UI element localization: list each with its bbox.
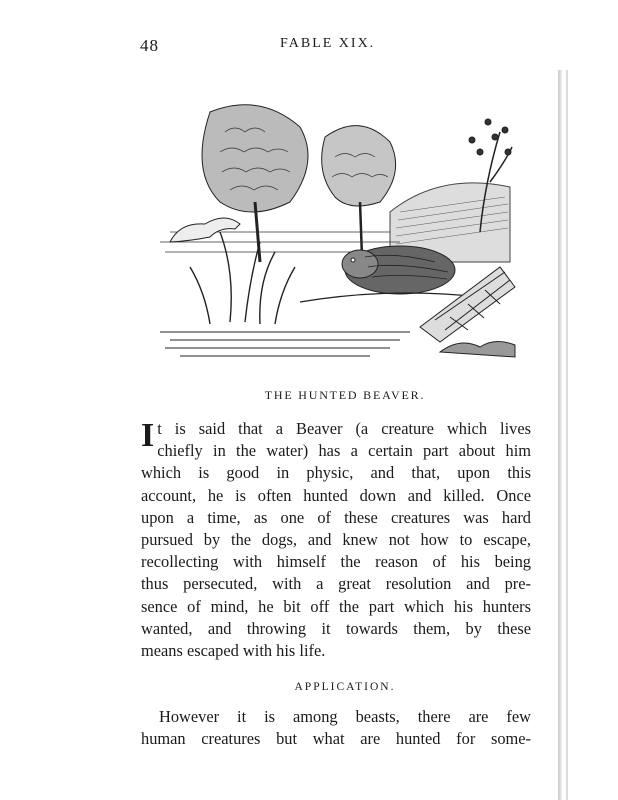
- illustration-caption: THE HUNTED BEAVER.: [264, 388, 426, 402]
- text-line: thus persecuted, with a great resolution and pre-: [141, 574, 531, 594]
- page-edge-shadow: [558, 70, 562, 800]
- text-line: recollecting with himself the reason of his being: [141, 552, 531, 572]
- text-line: sence of mind, he bit off the part which his hunters: [141, 596, 531, 616]
- drop-cap: I: [141, 417, 155, 454]
- page-edge-line: [566, 70, 568, 800]
- application-body: [141, 706, 531, 750]
- running-head: FABLE XIX.: [280, 36, 376, 51]
- text-line: t is said that a Beaver (a creature which lives: [157, 419, 531, 438]
- text-line: means escaped with his life.: [141, 641, 326, 661]
- text-line: human creatures but what are hunted for some-: [141, 729, 531, 749]
- fable-body: [141, 418, 531, 662]
- text-line: which is good in physic, and that, upon this: [141, 463, 531, 483]
- text-line: account, he is often hunted down and killed. Once: [141, 485, 531, 505]
- page-header: [140, 36, 550, 60]
- woodcut-illustration: [150, 92, 520, 362]
- text-line: chiefly in the water) has a certain part about him: [157, 441, 531, 461]
- page-number: 48: [140, 36, 159, 55]
- text-line: However it is among beasts, there are few: [159, 707, 531, 726]
- text-line: upon a time, as one of these creatures was hard: [141, 507, 531, 527]
- application-heading: APPLICATION.: [294, 681, 396, 693]
- text-line: wanted, and throwing it towards them, by these: [141, 618, 531, 638]
- text-line: pursued by the dogs, and knew not how to escape,: [141, 530, 531, 550]
